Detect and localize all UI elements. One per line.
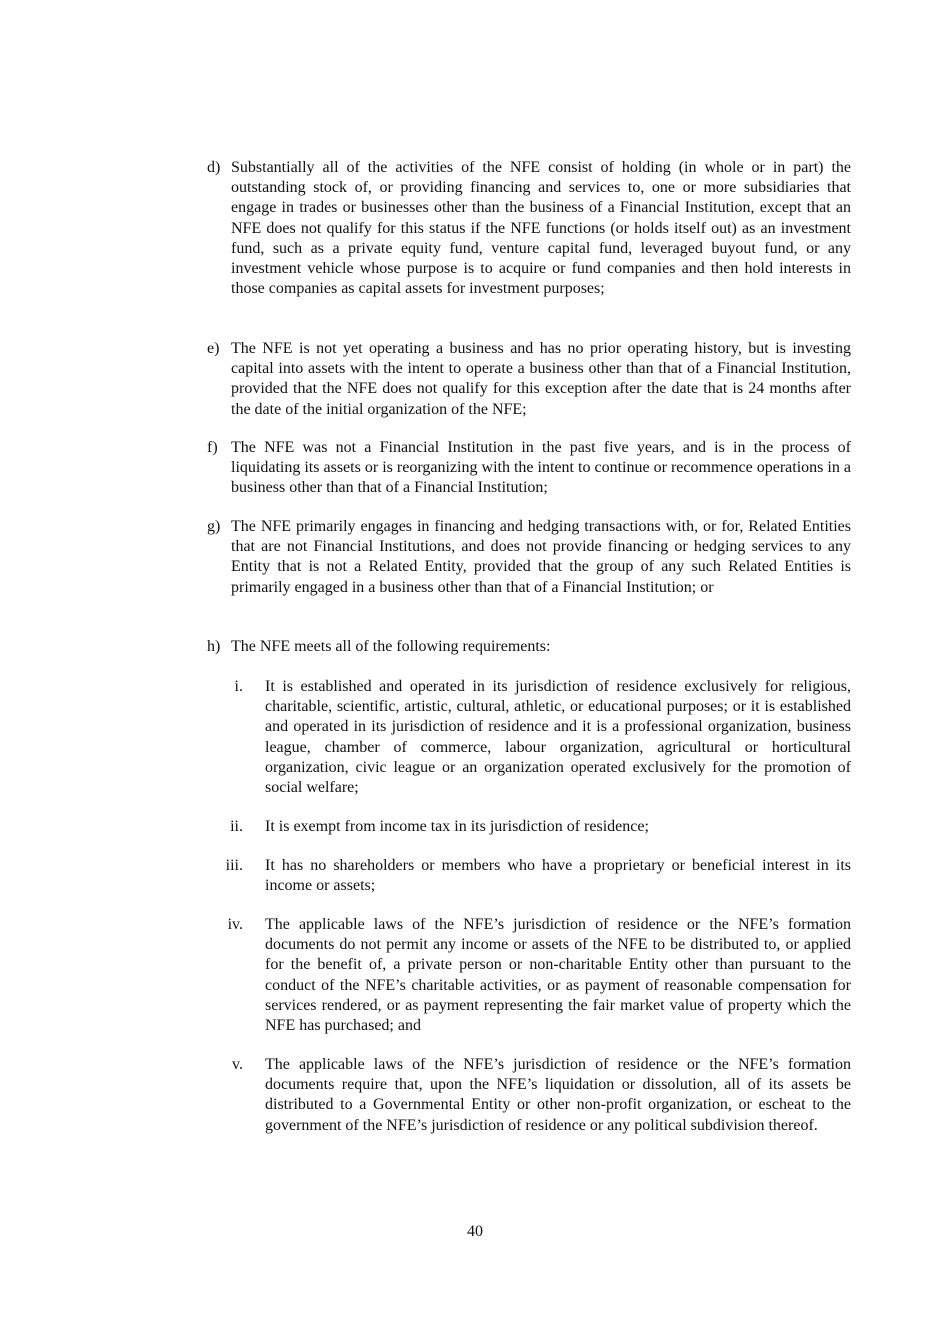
- sublist-marker: v.: [232, 1056, 243, 1073]
- list-item-h: [207, 637, 851, 657]
- sublist-item-text: It has no shareholders or members who have a proprietary or beneficial interest in its income or assets;: [265, 857, 851, 895]
- list-item-text: The NFE meets all of the following requirements:: [231, 638, 551, 655]
- sublist-item-text: The applicable laws of the NFE’s jurisdiction of residence or the NFE’s formation documents do not permit any income or assets of the NFE to be distributed to, or applied for the benefit of, a private person or non-charitable Entity other than pursuant to the conduct of the NFE’s charitable activities, or as payment of reasonable compensation for services rendered, or as payment representing the fair market value of property which the NFE has purchased; and: [265, 916, 851, 1035]
- sublist-item-ii: [215, 817, 851, 837]
- list-item-e: [207, 339, 851, 420]
- list-marker: e): [207, 340, 220, 357]
- page-number: 40: [467, 1223, 483, 1240]
- sublist-marker: iii.: [225, 857, 243, 874]
- list-item-f: [207, 438, 851, 499]
- list-item-text: The NFE is not yet operating a business and has no prior operating history, but is investing capital into assets with the intent to operate a business other than that of a Financial Institution, provided that the NFE does not qualify for this exception after the date that is 24 months after the date of the initial organization of the NFE;: [231, 340, 851, 418]
- list-item-g: [207, 517, 851, 598]
- sublist-item-v: [215, 1055, 851, 1136]
- sublist-item-iii: [215, 856, 851, 896]
- list-marker: h): [207, 638, 221, 655]
- list-marker: d): [207, 159, 221, 176]
- list-item-text: Substantially all of the activities of the NFE consist of holding (in whole or in part) the outstanding stock of, or providing financing and services to, one or more subsidiaries that engage in trades or businesses other than the business of a Financial Institution, except that an NFE does not qualify for this status if the NFE functions (or holds itself out) as an investment fund, such as a private equity fund, venture capital fund, leveraged buyout fund, or any investment vehicle whose purpose is to acquire or fund companies and then hold interests in those companies as capital assets for investment purposes;: [231, 159, 851, 298]
- list-marker: g): [207, 518, 221, 535]
- sublist-marker: ii.: [230, 818, 243, 835]
- sublist-item-i: [215, 677, 851, 798]
- sublist-marker: i.: [234, 678, 243, 695]
- sublist-marker: iv.: [227, 916, 243, 933]
- list-marker: f): [207, 439, 218, 456]
- list-item-d: [207, 158, 851, 299]
- sublist-item-text: It is exempt from income tax in its jurisdiction of residence;: [265, 818, 649, 835]
- sublist-item-text: The applicable laws of the NFE’s jurisdiction of residence or the NFE’s formation documents require that, upon the NFE’s liquidation or dissolution, all of its assets be distributed to a Governmental Entity or other non-profit organization, or escheat to the government of the NFE’s jurisdiction of residence or any political subdivision thereof.: [265, 1056, 851, 1134]
- sublist-item-text: It is established and operated in its jurisdiction of residence exclusively for religious, charitable, scientific, artistic, cultural, athletic, or educational purposes; or it is established and operated in its jurisdiction of residence and it is a professional organization, business league, chamber of commerce, labour organization, agricultural or horticultural organization, civic league or an organization operated exclusively for the promotion of social welfare;: [265, 678, 851, 797]
- list-item-text: The NFE primarily engages in financing and hedging transactions with, or for, Related Entities that are not Financial Institutions, and does not provide financing or hedging services to any Entity that is not a Related Entity, provided that the group of any such Related Entities is primarily engaged in a business other than that of a Financial Institution; or: [231, 518, 851, 596]
- sublist-item-iv: [215, 915, 851, 1036]
- list-item-text: The NFE was not a Financial Institution in the past five years, and is in the process of liquidating its assets or is reorganizing with the intent to continue or recommence operations in a business other than that of a Financial Institution;: [231, 439, 851, 497]
